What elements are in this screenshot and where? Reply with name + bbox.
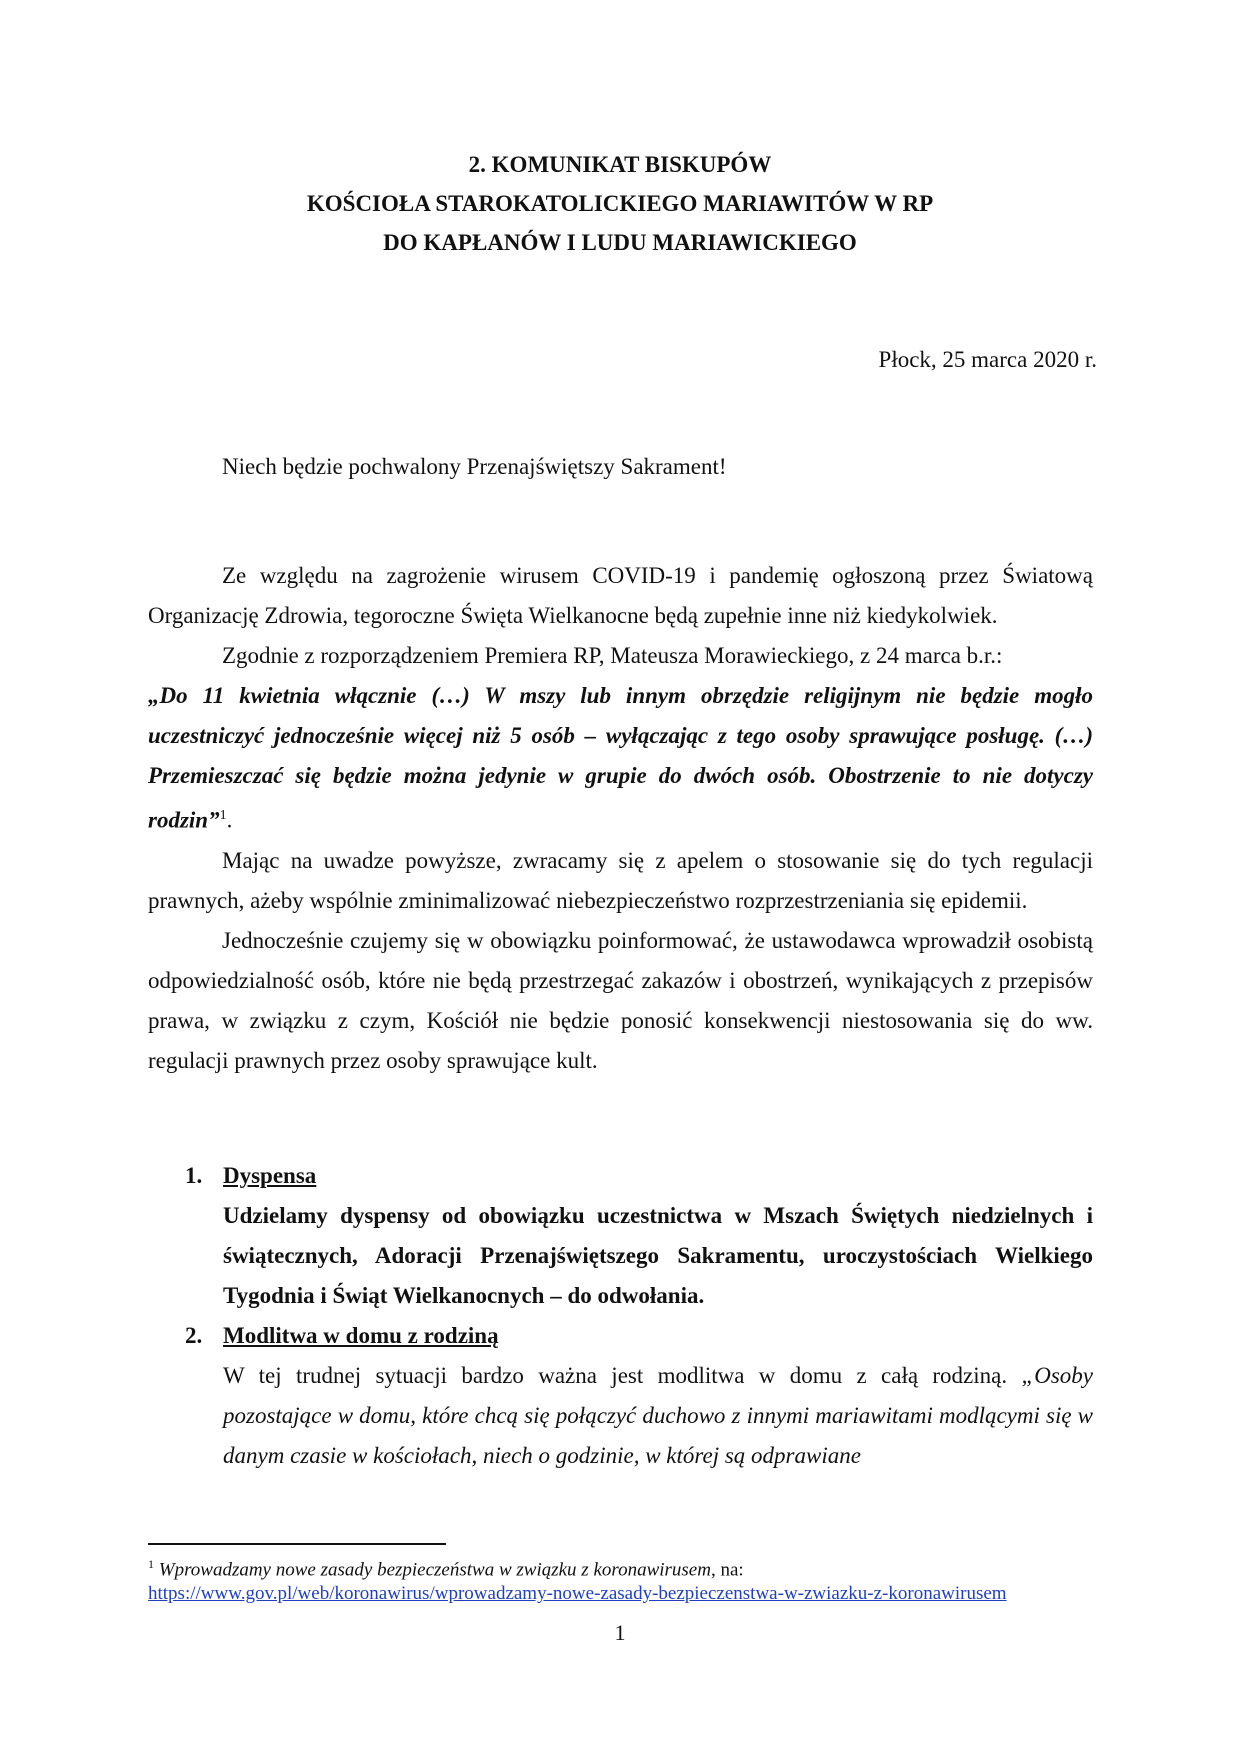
- list-heading: Modlitwa w domu z rodziną: [223, 1323, 499, 1348]
- footnote-title: Wprowadzamy nowe zasady bezpieczeństwa w związku z koronawirusem: [158, 1559, 711, 1581]
- title-line-2: KOŚCIOŁA STAROKATOLICKIEGO MARIAWITÓW W RP: [306, 191, 934, 216]
- list-text: [223, 1356, 1093, 1476]
- document-title: [0, 145, 1240, 262]
- title-line-1: 2. KOMUNIKAT BISKUPÓW: [468, 152, 772, 177]
- quote-end: .: [226, 807, 233, 833]
- paragraph-2: Zgodnie z rozporządzeniem Premiera RP, Mateusza Morawieckiego, z 24 marca b.r.:: [222, 643, 1003, 668]
- greeting: Niech będzie pochwalony Przenajświętszy Sakrament!: [222, 454, 727, 479]
- footnote-number: 1: [148, 1557, 154, 1571]
- document-date: Płock, 25 marca 2020 r.: [878, 347, 1097, 372]
- list-text-plain: W tej trudnej sytuacji bardzo ważna jest modlitwa w domu z całą rodziną.: [223, 1363, 1008, 1388]
- footnote-suffix: , na:: [710, 1559, 744, 1581]
- list-item: [185, 1156, 1093, 1316]
- footnote: [148, 1552, 1093, 1606]
- list-number: 1.: [185, 1163, 203, 1188]
- footnote-divider: [148, 1543, 446, 1545]
- list-item: [185, 1316, 1093, 1476]
- list-heading: Dyspensa: [223, 1163, 317, 1188]
- numbered-list: [185, 1156, 1093, 1476]
- title-line-3: DO KAPŁANÓW I LUDU MARIAWICKIEGO: [383, 230, 857, 255]
- regulation-quote: [148, 676, 1093, 841]
- list-text-italic: „Osoby pozostające w domu, które chcą się połączyć duchowo z innymi mariawitami modlącymi się w danym czasie w kościołach, niech o godzinie, w której są odprawiane: [223, 1363, 1093, 1468]
- page-number: 1: [614, 1620, 626, 1645]
- footnote-link[interactable]: https://www.gov.pl/web/koronawirus/wprowadzamy-nowe-zasady-bezpieczenstwa-w-zwiazku-z-koronawirusem: [148, 1583, 1007, 1605]
- quote-text: „Do 11 kwietnia włącznie (…) W mszy lub innym obrzędzie religijnym nie będzie mogło uczestniczyć jednocześnie więcej niż 5 osób – wyłączając z tego osoby sprawujące posługę. (…) Przemieszczać się będzie można jedynie w grupie do dwóch osób. Obostrzenie to nie dotyczy rodzin”: [148, 683, 1093, 833]
- paragraph-1: Ze względu na zagrożenie wirusem COVID-19 i pandemię ogłoszoną przez Światową Organizację Zdrowia, tegoroczne Święta Wielkanocne będą zupełnie inne niż kiedykolwiek.: [148, 563, 1093, 628]
- list-text: Udzielamy dyspensy od obowiązku uczestnictwa w Mszach Świętych niedzielnych i świątecznych, Adoracji Przenajświętszego Sakramentu, uroczystościach Wielkiego Tygodnia i Świąt Wielkanocnych – do odwołania.: [223, 1203, 1093, 1308]
- footnote-ref[interactable]: 1: [219, 808, 227, 823]
- body-text: [148, 556, 1093, 1081]
- paragraph-3: Mając na uwadze powyższe, zwracamy się z apelem o stosowanie się do tych regulacji prawnych, ażeby wspólnie zminimalizować niebezpieczeństwo rozprzestrzeniania się epidemii.: [148, 847, 1093, 913]
- paragraph-4: Jednocześnie czujemy się w obowiązku poinformować, że ustawodawca wprowadził osobistą odpowiedzialność osób, które nie będą przestrzegać zakazów i obostrzeń, wynikających z przepisów prawa, w związku z czym, Kościół nie będzie ponosić konsekwencji niestosowania się do ww. regulacji prawnych przez osoby sprawujące kult.: [148, 927, 1093, 1073]
- list-number: 2.: [185, 1323, 203, 1348]
